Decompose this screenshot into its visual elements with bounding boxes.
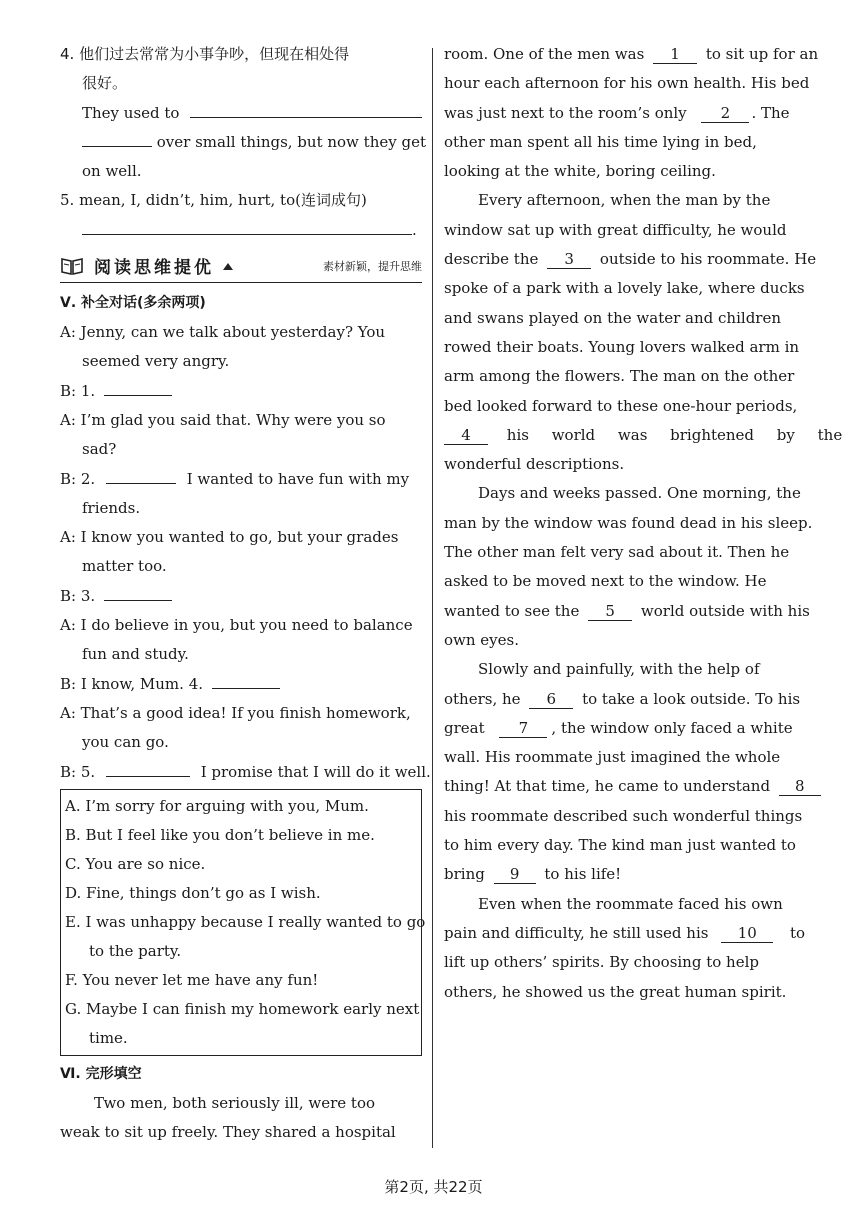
dialogue-line: A: I do believe in you, but you need to balance	[60, 616, 413, 635]
column-divider	[432, 48, 433, 1148]
cloze-blank-5[interactable]: 5	[588, 602, 632, 621]
passage-line: weak to sit up freely. They shared a hospital	[60, 1123, 396, 1142]
passage-line: wall. His roommate just imagined the whole	[444, 748, 781, 767]
dialogue-line	[60, 465, 422, 494]
passage-line: wonderful descriptions.	[444, 455, 625, 474]
cloze-blank-8[interactable]: 8	[779, 777, 821, 796]
passage-line: lift up others’ spirits. By choosing to help	[444, 953, 759, 972]
q4-suffix: over small things, but now they get	[156, 132, 426, 151]
dialogue-line: A: I know you wanted to go, but your grades	[60, 528, 399, 547]
passage-text: great	[444, 718, 485, 737]
passage-line: man by the window was found dead in his sleep.	[444, 513, 813, 532]
part6-heading: Ⅵ. 完形填空	[60, 1065, 142, 1082]
passage-text: to take a look outside. To his	[582, 689, 801, 708]
q5-answer-blank[interactable]	[82, 219, 412, 235]
dialogue-line: sad?	[82, 440, 117, 459]
passage-line: own eyes.	[444, 630, 519, 649]
passage-text: outside to his roommate. He	[599, 250, 817, 269]
dialogue-label: B: I know, Mum. 4.	[60, 674, 204, 693]
option-f: F. You never let me have any fun!	[65, 970, 319, 989]
passage-text: pain and difficulty, he still used his	[444, 923, 709, 942]
page-footer: 第2页, 共22页	[384, 1178, 483, 1196]
dialogue-label: B: 2.	[60, 469, 96, 488]
passage-line: looking at the white, boring ceiling.	[444, 162, 716, 181]
dialogue-blank-5[interactable]	[106, 761, 190, 777]
section-subtitle: 素材新颖，提升思维	[323, 259, 422, 273]
dialogue-label: B: 3.	[60, 586, 96, 605]
option-e-cont: to the party.	[89, 941, 182, 960]
right-column	[444, 40, 843, 1007]
passage-text: to sit up for an	[705, 45, 819, 63]
option-g: G. Maybe I can finish my homework early next	[65, 999, 420, 1018]
passage-text: wanted to see the	[444, 601, 580, 620]
section-banner	[60, 253, 422, 283]
passage-line: to him every day. The kind man just wanted to	[444, 836, 796, 855]
passage-line: rowed their boats. Young lovers walked arm in	[444, 337, 800, 356]
passage-text: thing! At that time, he came to understand	[444, 777, 771, 796]
dialogue-line	[60, 758, 431, 787]
passage-text: . The	[751, 103, 790, 122]
passage-line	[444, 919, 809, 948]
dialogue-line	[60, 670, 422, 699]
dialogue-label: B: 1.	[60, 381, 96, 400]
dialogue-blank-4[interactable]	[212, 673, 280, 689]
passage-line: Days and weeks passed. One morning, the	[478, 484, 801, 503]
dialogue-line: you can go.	[82, 733, 169, 752]
passage-line: Slowly and painfully, with the help of	[478, 660, 760, 679]
passage-line: bed looked forward to these one-hour periods,	[444, 396, 798, 415]
dialogue-blank-3[interactable]	[104, 585, 172, 601]
dialogue-label: B: 5.	[60, 762, 96, 781]
passage-text: to his life!	[544, 865, 622, 884]
dialogue-blank-1[interactable]	[104, 380, 172, 396]
passage-line	[444, 714, 809, 743]
cloze-blank-3[interactable]: 3	[547, 250, 591, 269]
dialogue-text: I promise that I will do it well.	[200, 762, 431, 781]
passage-line: Two men, both seriously ill, were too	[94, 1093, 376, 1112]
option-g-cont: time.	[89, 1028, 128, 1047]
dialogue-line: seemed very angry.	[82, 352, 230, 371]
q5-prompt: 5. mean, I, didn’t, him, hurt, to(连词成句)	[60, 191, 367, 210]
option-a: A. I’m sorry for arguing with you, Mum.	[65, 796, 369, 815]
passage-line	[444, 421, 843, 450]
cloze-blank-2[interactable]: 2	[701, 104, 749, 123]
q4-prefix: They used to	[82, 103, 180, 122]
part5-heading: Ⅴ. 补全对话(多余两项)	[60, 295, 206, 312]
passage-line	[444, 99, 809, 128]
q4-chinese-line1: 4. 他们过去常常为小事争吵，但现在相处得	[60, 45, 350, 63]
dialogue-line: A: I’m glad you said that. Why were you so	[60, 410, 386, 429]
q5-end: .	[412, 220, 417, 239]
q4-answer-blank-2[interactable]	[82, 131, 152, 147]
passage-line: The other man felt very sad about it. Then he	[444, 543, 790, 562]
passage-line: asked to be moved next to the window. He	[444, 572, 767, 591]
q5-answer-line	[60, 216, 422, 245]
passage-line	[444, 245, 817, 274]
passage-text: world outside with his	[640, 601, 810, 620]
passage-line: hour each afternoon for his own health. His bed	[444, 74, 810, 93]
cloze-blank-9[interactable]: 9	[494, 865, 536, 884]
passage-line: his roommate described such wonderful things	[444, 806, 803, 825]
options-box	[60, 789, 426, 1056]
passage-line: and swans played on the water and children	[444, 308, 782, 327]
left-column	[60, 40, 431, 1147]
passage-line: arm among the flowers. The man on the other	[444, 367, 795, 386]
dialogue-blank-2[interactable]	[106, 468, 176, 484]
dialogue-line: friends.	[82, 498, 141, 517]
passage-line	[444, 685, 809, 714]
q4-english-line1	[60, 99, 422, 128]
dialogue-line: A: Jenny, can we talk about yesterday? You	[60, 323, 386, 342]
passage-text: others, he	[444, 689, 521, 708]
cloze-blank-7[interactable]: 7	[499, 719, 547, 738]
passage-line	[444, 40, 819, 69]
q4-chinese-line2: 很好。	[82, 74, 128, 93]
q4-english-line2	[60, 128, 426, 157]
passage-text: room. One of the men was	[444, 45, 645, 63]
section-title: 阅读思维提优	[94, 258, 214, 279]
passage-text: bring	[444, 865, 485, 884]
option-c: C. You are so nice.	[65, 854, 206, 873]
dialogue-line	[60, 377, 422, 406]
passage-line: window sat up with great difficulty, he would	[444, 220, 787, 239]
dialogue-text: I wanted to have fun with my	[186, 469, 410, 488]
passage-line	[444, 860, 809, 889]
passage-line	[444, 772, 809, 801]
passage-text: describe the	[444, 250, 539, 269]
cloze-blank-10[interactable]: 10	[721, 924, 773, 943]
q4-answer-blank-1[interactable]	[190, 102, 422, 118]
option-b: B. But I feel like you don’t believe in me.	[65, 825, 375, 844]
passage-line: other man spent all his time lying in bed,	[444, 132, 757, 151]
passage-text: , the window only faced a white	[551, 718, 793, 737]
passage-line: Even when the roommate faced his own	[478, 894, 783, 913]
option-d: D. Fine, things don’t go as I wish.	[65, 883, 321, 902]
triangle-icon	[222, 261, 234, 271]
cloze-blank-6[interactable]: 6	[529, 690, 573, 709]
open-book-icon	[60, 256, 84, 276]
option-e: E. I was unhappy because I really wanted to go	[65, 912, 426, 931]
passage-line: others, he showed us the great human spirit.	[444, 982, 787, 1001]
dialogue-line: A: That’s a good idea! If you finish homework,	[60, 703, 411, 722]
passage-text: his world was brightened by the	[506, 425, 843, 444]
cloze-blank-1[interactable]: 1	[653, 45, 697, 64]
dialogue-line: fun and study.	[82, 645, 189, 664]
passage-text: was just next to the room’s only	[444, 103, 687, 122]
passage-line	[444, 597, 809, 626]
passage-line: Every afternoon, when the man by the	[478, 191, 771, 210]
passage-text: to	[790, 923, 806, 942]
q4-english-line3: on well.	[82, 162, 142, 181]
cloze-blank-4[interactable]: 4	[444, 426, 488, 445]
dialogue-line	[60, 582, 422, 611]
dialogue-line: matter too.	[82, 557, 167, 576]
passage-line: spoke of a park with a lovely lake, where ducks	[444, 279, 805, 298]
